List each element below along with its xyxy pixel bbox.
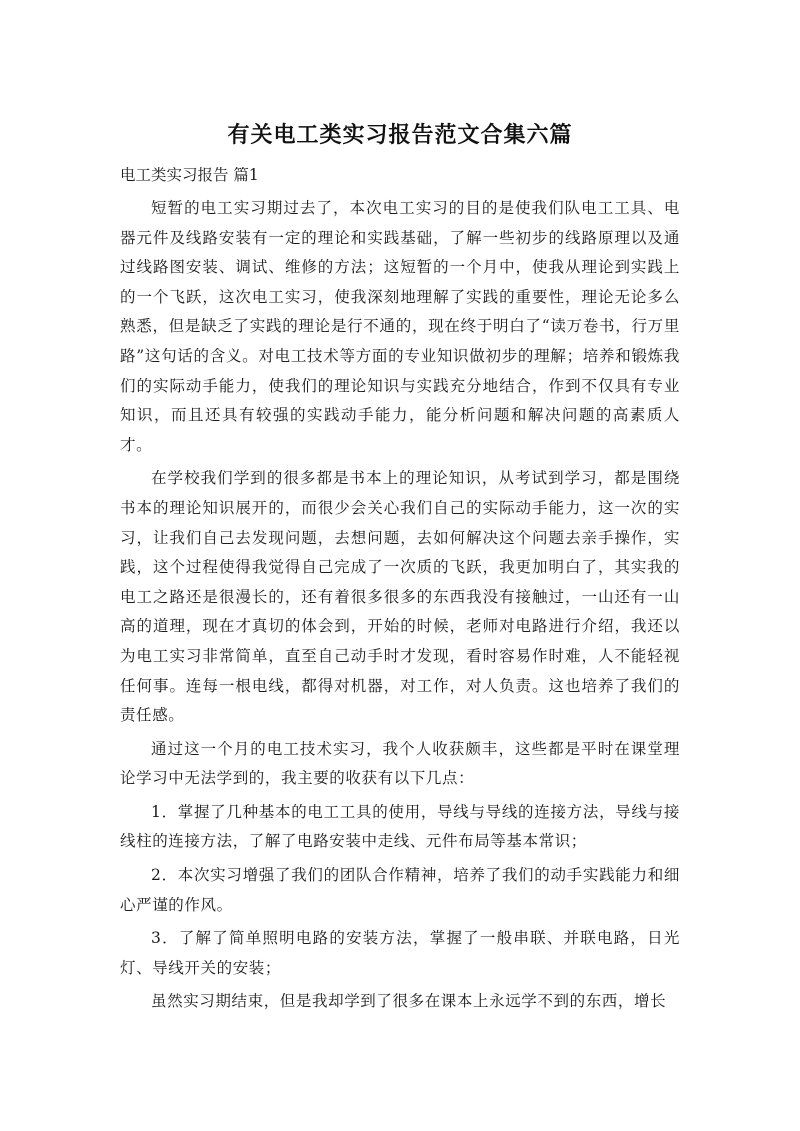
paragraph-4: 虽然实习期结束，但是我却学到了很多在课本上永远学不到的东西，增长: [151, 992, 667, 1011]
section-subtitle: 电工类实习报告 篇1: [120, 166, 259, 184]
list-item-2: 2．本次实习增强了我们的团队合作精神，培养了我们的动手实践能力和细心严谨的作风。: [120, 866, 680, 914]
paragraph-2: 在学校我们学到的很多都是书本上的理论知识，从考试到学习，都是围绕书本的理论知识展开的，而很少会关心我们自己的实际动手能力，这一次的实习，让我们自己去发现问题，去想问题，去如何解决这个问题去亲手操作，实践，这个过程使得我觉得自己完成了一次质的飞跃，我更加明白了，其实我的电工之路还是很漫长的，还有着很多很多的东西我没有接触过，一山还有一山高的道理，现在才真切的体会到，开始的时候，老师对电路进行介绍，我还以为电工实习非常简单，直至自己动手时才发现，看时容易作时难，人不能轻视任何事。连每一根电线，都得对机器，对工作，对人负责。这也培养了我们的责任感。: [120, 469, 680, 725]
paragraph-1: 短暂的电工实习期过去了，本次电工实习的目的是使我们队电工工具、电器元件及线路安装有一定的理论和实践基础，了解一些初步的线路原理以及通过线路图安装、调试、维修的方法；这短暂的一个月中，使我从理论到实践上的一个飞跃，这次电工实习，使我深刻地理解了实践的重要性，理论无论多么熟悉，但是缺乏了实践的理论是行不通的，现在终于明白了“读万卷书，行万里路”这句话的含义。对电工技术等方面的专业知识做初步的理解；培养和锻炼我们的实际动手能力，使我们的理论知识与实践充分地结合，作到不仅具有专业知识，而且还具有较强的实践动手能力，能分析问题和解决问题的高素质人才。: [120, 199, 680, 454]
list-item-3: 3．了解了简单照明电路的安装方法，掌握了一般串联、并联电路，日光灯、导线开关的安装；: [120, 929, 680, 977]
list-item-1: 1．掌握了几种基本的电工工具的使用，导线与导线的连接方法，导线与接线柱的连接方法，了解了电路安装中走线、元件布局等基本常识；: [120, 802, 680, 851]
document-title: 有关电工类实习报告范文合集六篇: [227, 123, 573, 148]
document-body: [120, 194, 680, 1021]
paragraph-3: 通过这一个月的电工技术实习，我个人收获颇丰，这些都是平时在课堂理论学习中无法学到的，我主要的收获有以下几点：: [120, 739, 680, 788]
